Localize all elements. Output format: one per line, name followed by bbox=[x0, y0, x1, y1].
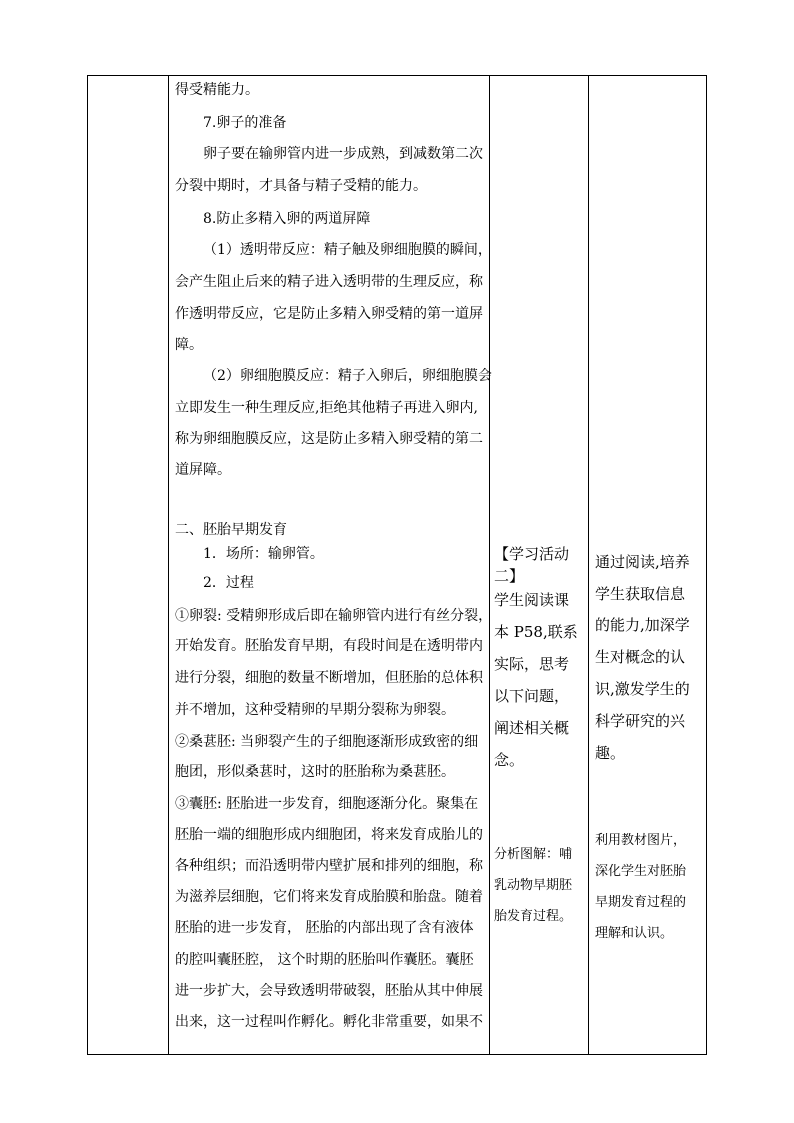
content-line: 卵子要在输卵管内进一步成熟，到减数第二次 bbox=[203, 146, 483, 162]
content-line: 进行分裂，细胞的数量不断增加，但胚胎的总体积 bbox=[175, 670, 483, 686]
content-line: 作透明带反应，它是防止多精入卵受精的第一道屏 bbox=[175, 306, 483, 322]
intent-line: 通过阅读,培养 bbox=[595, 553, 690, 571]
blank-column bbox=[88, 76, 168, 1054]
activity-line: 以下问题， bbox=[494, 687, 570, 705]
content-line: 为滋养层细胞，它们将来发育成胎膜和胎盘。随着 bbox=[175, 889, 483, 905]
content-line: 并不增加，这种受精卵的早期分裂称为卵裂。 bbox=[175, 702, 455, 718]
content-line: 进一步扩大，会导致透明带破裂，胚胎从其中伸展 bbox=[175, 983, 483, 999]
content-line: （1）透明带反应：精子触及卵细胞膜的瞬间， bbox=[203, 242, 492, 258]
activity-line: 【学习活动 bbox=[494, 545, 570, 563]
activity-line: 实际，思考 bbox=[494, 655, 570, 673]
section-heading: 二、胚胎早期发育 bbox=[175, 522, 287, 538]
intent-line: 识,激发学生的 bbox=[595, 680, 690, 698]
design-intent-column bbox=[589, 76, 707, 1054]
intent-line: 早期发育过程的 bbox=[595, 895, 687, 910]
content-line: 道屏障。 bbox=[175, 462, 231, 478]
analysis-line: 乳动物早期胚 bbox=[494, 878, 573, 893]
content-heading: 2．过程 bbox=[203, 575, 254, 591]
content-line: 会产生阻止后来的精子进入透明带的生理反应，称 bbox=[175, 274, 483, 290]
intent-line: 理解和认识。 bbox=[595, 926, 674, 941]
content-line: 各种组织；而沿透明带内壁扩展和排列的细胞，称 bbox=[175, 858, 483, 874]
content-line: 开始发育。胚胎发育早期，有段时间是在透明带内 bbox=[175, 638, 483, 654]
intent-line: 的能力,加深学 bbox=[595, 616, 690, 634]
content-heading: 8.防止多精入卵的两道屏障 bbox=[203, 211, 371, 227]
content-line: 胚胎一端的细胞形成内细胞团，将来发育成胎儿的 bbox=[175, 827, 483, 843]
analysis-line: 分析图解：哺 bbox=[494, 847, 573, 862]
content-line: 得受精能力。 bbox=[175, 82, 259, 98]
content-line: 出来，这一过程叫作孵化。孵化非常重要，如果不 bbox=[175, 1014, 483, 1030]
content-line: 称为卵细胞膜反应，这是防止多精入卵受精的第二 bbox=[175, 431, 483, 447]
lesson-plan-table bbox=[87, 75, 707, 1055]
content-line: 1．场所：输卵管。 bbox=[203, 546, 324, 562]
content-line: 障。 bbox=[175, 337, 203, 353]
content-line: 胚胎的进一步发育， 胚胎的内部出现了含有液体 bbox=[175, 920, 474, 936]
activity-line: 本 P58,联系 bbox=[494, 623, 578, 641]
content-line: ①卵裂: 受精卵形成后即在输卵管内进行有丝分裂， bbox=[175, 608, 493, 624]
content-line: （2）卵细胞膜反应：精子入卵后，卵细胞膜会 bbox=[203, 368, 492, 384]
intent-line: 利用教材图片， bbox=[595, 833, 687, 848]
intent-line: 生对概念的认 bbox=[595, 648, 686, 666]
content-line: 胞团，形似桑葚时，这时的胚胎称为桑葚胚。 bbox=[175, 764, 455, 780]
intent-line: 趣。 bbox=[595, 744, 626, 762]
activity-line: 二】 bbox=[494, 567, 525, 585]
activity-line: 阐述相关概 bbox=[494, 719, 570, 737]
intent-line: 科学研究的兴 bbox=[595, 712, 686, 730]
student-activity-column bbox=[490, 76, 588, 1054]
activity-line: 念。 bbox=[494, 751, 525, 769]
content-line: 立即发生一种生理反应,拒绝其他精子再进入卵内, bbox=[175, 400, 478, 416]
analysis-line: 胎发育过程。 bbox=[494, 909, 573, 924]
intent-line: 深化学生对胚胎 bbox=[595, 864, 687, 879]
content-line: ③囊胚: 胚胎进一步发育，细胞逐渐分化。聚集在 bbox=[175, 796, 479, 812]
content-line: 的腔叫囊胚腔， 这个时期的胚胎叫作囊胚。囊胚 bbox=[175, 952, 474, 968]
content-line: ②桑葚胚: 当卵裂产生的子细胞逐渐形成致密的细 bbox=[175, 734, 479, 750]
activity-line: 学生阅读课 bbox=[494, 591, 570, 609]
teaching-content-column bbox=[169, 76, 493, 1054]
content-heading: 7.卵子的准备 bbox=[203, 115, 287, 131]
content-line: 分裂中期时，才具备与精子受精的能力。 bbox=[175, 178, 427, 194]
intent-line: 学生获取信息 bbox=[595, 585, 686, 603]
